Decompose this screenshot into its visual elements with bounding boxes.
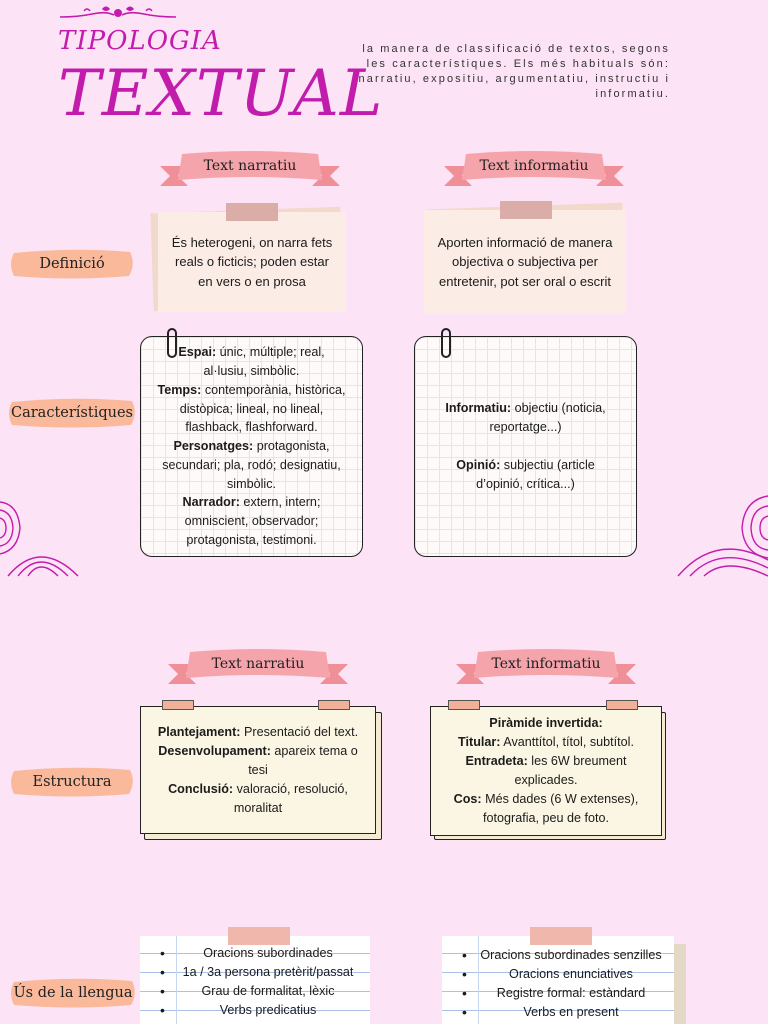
- label-caracteristiques: Característiques: [6, 396, 138, 430]
- ribbon-label: Text narratiu: [203, 158, 297, 174]
- paperclip-icon: [441, 328, 451, 358]
- tape-decoration: [448, 700, 480, 710]
- caract-item-narrador: Narrador: extern, intern; omniscient, observador; protagonista, testimoni.: [182, 495, 321, 548]
- estructura-item: Piràmide invertida:: [489, 716, 603, 730]
- flourish-ornament-icon: [58, 3, 178, 25]
- estructura-item: Plantejament: Presentació del text.: [157, 724, 359, 739]
- label-estructura: Estructura: [8, 765, 136, 799]
- ribbon-text-informatiu: [454, 648, 638, 688]
- caract-item-temps: Temps: contemporània, històrica, distòpica; lineal, no lineal, flashback, flashforward.: [157, 382, 346, 435]
- estructura-item: Titular: Avanttítol, títol, subtítol.: [458, 735, 634, 749]
- ribbon-text-narratiu: [158, 150, 342, 190]
- caract-item-informatiu: Informatiu: objectiu (noticia, reportatge...): [445, 401, 606, 435]
- us-llengua-narratiu-list: [140, 936, 370, 1024]
- ribbon-label: Text informatiu: [479, 158, 589, 174]
- estructura-item: Entradeta: les 6W breument explicades.: [465, 754, 627, 787]
- tape-decoration: [228, 927, 290, 945]
- ribbon-text-informatiu: [442, 150, 626, 190]
- caract-item-personatges: Personatges: protagonista, secundari; pla, rodó; designatiu, simbòlic.: [162, 439, 341, 491]
- estructura-item: Desenvolupament: apareix tema o tesi: [158, 743, 358, 777]
- paperclip-icon: [167, 328, 177, 358]
- swirl-decoration-icon: [676, 488, 768, 578]
- tape-decoration: [162, 700, 194, 710]
- estructura-item: Conclusió: valoració, resolució, moralitat: [168, 781, 348, 815]
- list-item: • Oracions enunciatives: [442, 965, 674, 984]
- label-definicio: Definició: [8, 247, 136, 281]
- intro-text: la manera de classificació de textos, segons les característiques. Els més habituals són: narratiu, expositiu, argumentatiu, instructiu i informatiu.: [358, 43, 670, 100]
- definicio-narratiu-note: És heterogeni, on narra fets reals o ficticis; poden estar en vers o en prosa: [158, 212, 346, 312]
- list-item: • Oracions subordinades senzilles: [442, 946, 674, 965]
- tape-decoration: [530, 927, 592, 945]
- label-us-llengua: Ús de la llengua: [8, 976, 138, 1010]
- caracteristiques-informatiu-box: [414, 336, 637, 557]
- list-item: • Verbs predicatius: [140, 1001, 370, 1020]
- ribbon-label: Text informatiu: [491, 656, 601, 672]
- estructura-informatiu-note: [430, 706, 662, 836]
- list-item: • 1a / 3a persona pretèrit/passat: [140, 963, 370, 982]
- tape-decoration: [318, 700, 350, 710]
- caracteristiques-narratiu-box: [140, 336, 363, 557]
- ribbon-text-narratiu: [166, 648, 350, 688]
- tape-decoration: [606, 700, 638, 710]
- tape-decoration: [500, 201, 552, 219]
- us-llengua-informatiu-list: [442, 936, 674, 1024]
- caract-item-opinio: Opinió: subjectiu (article d’opinió, crítica...): [456, 458, 595, 491]
- caract-item-espai: Espai: únic, múltiple; real, al·lusiu, simbòlic.: [178, 345, 325, 378]
- list-item: • Verbs en present: [442, 1003, 674, 1022]
- list-item: • Grau de formalitat, lèxic: [140, 982, 370, 1001]
- tape-decoration: [226, 203, 278, 221]
- ribbon-label: Text narratiu: [211, 656, 305, 672]
- title-textual: TEXTUAL: [58, 57, 384, 131]
- definicio-informatiu-note: Aporten informació de manera objectiva o subjectiva per entretenir, pot ser oral o escrit: [424, 210, 626, 314]
- list-item: • Registre formal: estàndard: [442, 984, 674, 1003]
- swirl-decoration-icon: [0, 488, 80, 578]
- list-item: • Oracions subordinades: [140, 944, 370, 963]
- estructura-item: Cos: Més dades (6 W extenses), fotografia, peu de foto.: [453, 792, 639, 825]
- estructura-narratiu-note: [140, 706, 376, 834]
- title-tipologia: TIPOLOGIA: [58, 26, 222, 56]
